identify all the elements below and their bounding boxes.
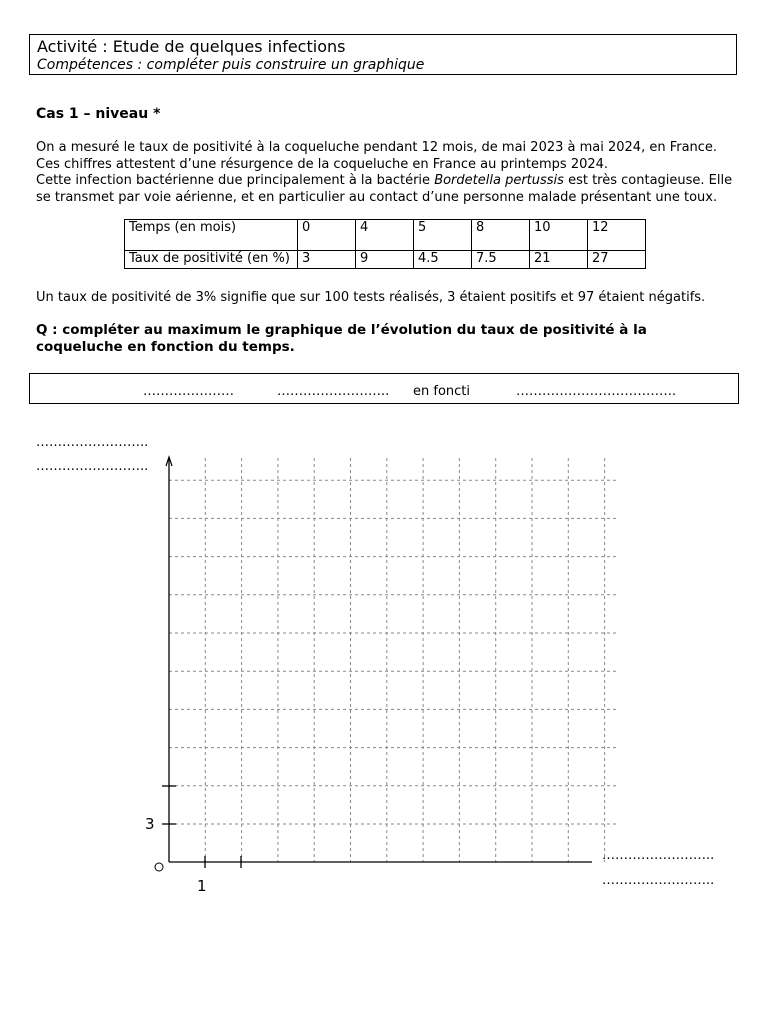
- table-cell: 4: [356, 220, 414, 251]
- table-cell: 3: [298, 251, 356, 269]
- case-title: Cas 1 – niveau *: [36, 106, 161, 122]
- species-name: Bordetella pertussis: [434, 173, 564, 188]
- y-axis-label-blank-1[interactable]: ……………………..: [36, 435, 149, 450]
- page-subtitle: Compétences : compléter puis construire un graphique: [37, 57, 425, 73]
- table-row-label: Taux de positivité (en %): [125, 251, 298, 269]
- answer-blank-3[interactable]: ……………………………….: [516, 384, 677, 399]
- intro-line-1: On a mesuré le taux de positivité à la coqueluche pendant 12 mois, de mai 2023 à mai 2024, en France. Ces chiffres attestent d’une résurgence de la coqueluche en France au printemps 2024.: [36, 140, 718, 172]
- y-axis-label-blank-2[interactable]: ……………………..: [36, 459, 149, 474]
- question-text: Q : compléter au maximum le graphique de l’évolution du taux de positivité à la coqueluche en fonction du temps.: [36, 322, 647, 355]
- table-cell: 9: [356, 251, 414, 269]
- origin-marker: [155, 863, 163, 871]
- page-title: Activité : Etude de quelques infections: [37, 37, 346, 56]
- table-cell: 12: [588, 220, 646, 251]
- table-cell: 0: [298, 220, 356, 251]
- x-axis-label-blank-1[interactable]: ……………………..: [602, 848, 715, 863]
- answer-blank-1[interactable]: …………………: [143, 384, 234, 399]
- answer-blank-2[interactable]: ……………………..: [277, 384, 390, 399]
- table-cell: 8: [472, 220, 530, 251]
- definition-note: Un taux de positivité de 3% signifie que sur 100 tests réalisés, 3 étaient positifs et 97 étaient négatifs.: [36, 290, 706, 305]
- intro-line-2-end: est très contagieuse. Elle se transmet par voie aérienne, et en particulier au contact d’une personne malade présentant une toux.: [36, 173, 733, 205]
- y-tick-label: 3: [145, 815, 155, 833]
- answer-middle-text: en foncti: [413, 384, 470, 399]
- table-cell: 5: [414, 220, 472, 251]
- table-cell: 21: [530, 251, 588, 269]
- table-cell: 4.5: [414, 251, 472, 269]
- graph-grid: [169, 458, 618, 862]
- x-axis-label-blank-2[interactable]: ……………………..: [602, 873, 715, 888]
- table-row-label: Temps (en mois): [125, 220, 298, 251]
- table-cell: 10: [530, 220, 588, 251]
- table-cell: 27: [588, 251, 646, 269]
- x-tick-label: 1: [197, 877, 207, 895]
- intro-line-2-start: Cette infection bactérienne due principalement à la bactérie: [36, 173, 435, 188]
- table-cell: 7.5: [472, 251, 530, 269]
